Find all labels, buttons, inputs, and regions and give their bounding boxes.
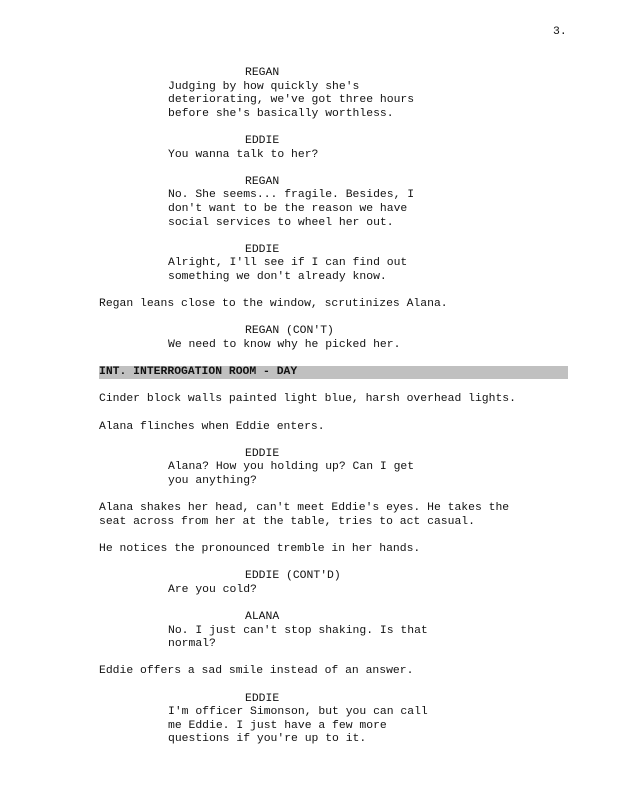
dialogue-line: questions if you're up to it. (168, 733, 367, 746)
dialogue-line: You wanna talk to her? (168, 148, 319, 161)
dialogue-line: before she's basically worthless. (168, 107, 394, 120)
dialogue-line: me Eddie. I just have a few more (168, 719, 387, 732)
character-cue: EDDIE (245, 692, 280, 705)
dialogue-line: Are you cold? (168, 583, 257, 596)
character-cue: EDDIE (245, 447, 280, 460)
character-cue: REGAN (245, 175, 280, 188)
character-cue: EDDIE (245, 243, 280, 256)
character-cue: EDDIE (CONT'D) (245, 570, 341, 583)
page-number: 3. (553, 26, 567, 38)
dialogue-line: deteriorating, we've got three hours (168, 94, 415, 107)
character-cue: ALANA (245, 611, 280, 623)
dialogue-line: We need to know why he picked her. (168, 339, 401, 351)
action-line: He notices the pronounced tremble in her hands. (99, 543, 421, 555)
action-line: seat across from her at the table, tries to act casual. (99, 515, 475, 528)
scene-heading: INT. INTERROGATION ROOM - DAY (99, 366, 568, 379)
action-line: Alana flinches when Eddie enters. (99, 420, 325, 433)
dialogue-line: you anything? (168, 475, 257, 487)
dialogue-line: I'm officer Simonson, but you can call (168, 706, 428, 719)
dialogue-line: No. I just can't stop shaking. Is that (168, 624, 428, 637)
character-cue: REGAN (CON'T) (245, 325, 334, 338)
action-line: Alana shakes her head, can't meet Eddie's eyes. He takes the (99, 502, 510, 515)
dialogue-line: Alright, I'll see if I can find out (168, 257, 408, 270)
action-line: Cinder block walls painted light blue, harsh overhead lights. (99, 393, 516, 406)
dialogue-line: normal? (168, 638, 216, 651)
character-cue: REGAN (245, 67, 280, 79)
dialogue-line: Judging by how quickly she's (168, 80, 360, 93)
dialogue-line: something we don't already know. (168, 271, 387, 283)
character-cue: EDDIE (245, 135, 280, 147)
dialogue-line: don't want to be the reason we have (168, 203, 408, 215)
action-line: Regan leans close to the window, scrutinizes Alana. (99, 298, 448, 311)
dialogue-line: No. She seems... fragile. Besides, I (168, 189, 415, 202)
dialogue-line: Alana? How you holding up? Can I get (168, 461, 415, 474)
action-line: Eddie offers a sad smile instead of an answer. (99, 665, 414, 678)
dialogue-line: social services to wheel her out. (168, 216, 394, 229)
